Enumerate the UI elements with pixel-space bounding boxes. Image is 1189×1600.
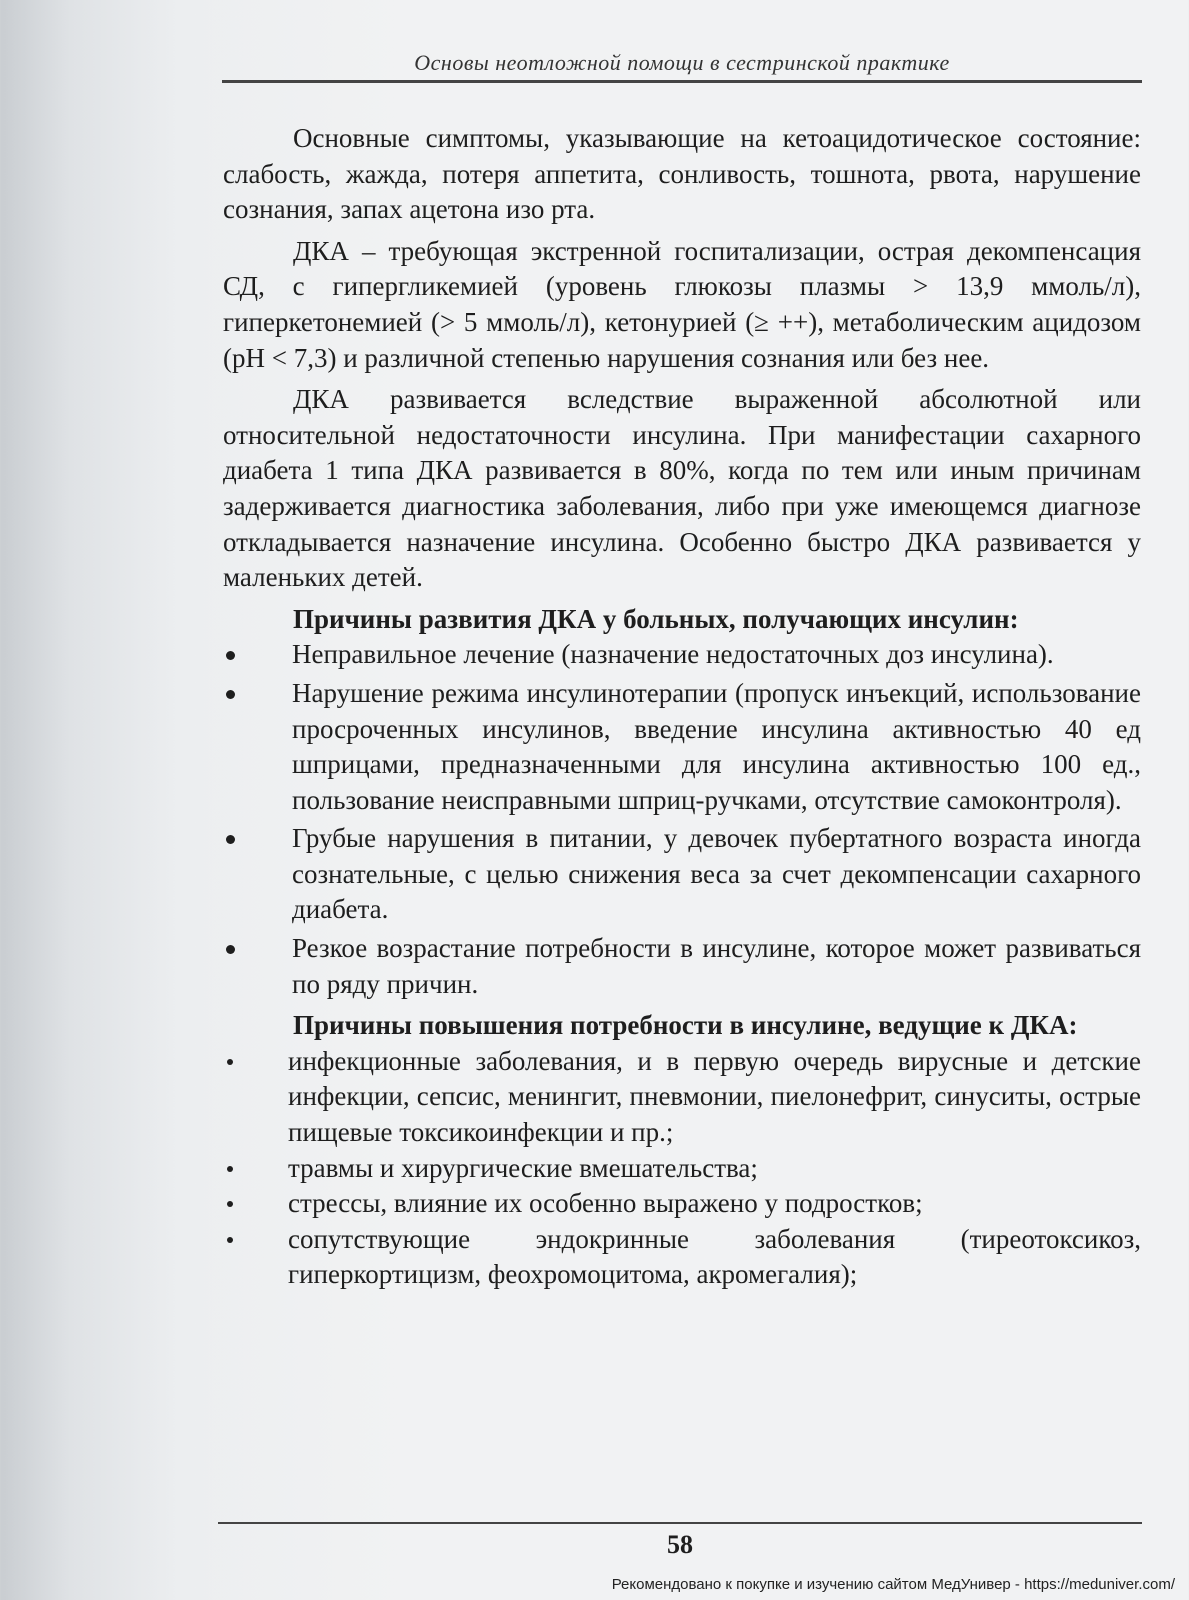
list-item: травмы и хирургические вмешательства; — [288, 1152, 758, 1183]
paragraph-dka-definition: ДКА – требующая экстренной госпитализации, острая декомпенсация СД, с гипергликемией (уровень глюкозы плазмы > 13,9 ммоль/л), гиперкетонемией (> 5 ммоль/л), кетонурией (≥ ++), метаболическим ацидозом (pH < 7,3) и различной степенью нарушения сознания или без нее. — [223, 235, 1141, 373]
insulin-demand-list — [223, 1044, 1141, 1293]
list-item: стрессы, влияние их особенно выражено у подростков; — [288, 1188, 923, 1219]
heading-insulin-demand: Причины повышения потребности в инсулине, ведущие к ДКА: — [293, 1010, 1078, 1041]
list-item: Неправильное лечение (назначение недостаточных доз инсулина). — [292, 639, 1054, 670]
footer-rule — [218, 1522, 1142, 1524]
page-number: 58 — [667, 1530, 693, 1559]
paragraph-symptoms: Основные симптомы, указывающие на кетоацидотическое состояние: слабость, жажда, потеря аппетита, сонливость, тошнота, рвота, нарушение сознания, запах ацетона изо рта. — [223, 123, 1141, 225]
paragraph-dka-development: ДКА развивается вследствие выраженной абсолютной или относительной недостаточности инсулина. При манифестации сахарного диабета 1 типа ДКА развивается в 80%, когда по тем или иным причинам задерживается диагностика заболевания, либо при уже имеющемся диагнозе откладывается назначение инсулина. Особенно быстро ДКА развивается у маленьких детей. — [223, 384, 1141, 593]
causes-list — [223, 637, 1141, 1002]
list-item: Нарушение режима инсулинотерапии (пропуск инъекций, использование просроченных инсулинов, введение инсулина активностью 40 ед шприцами, предназначенными для инсулина активностью 100 ед., пользование неисправными шприц-ручками, отсутствие самоконтроля). — [292, 677, 1141, 815]
running-header: Основы неотложной помощи в сестринской практике — [414, 50, 950, 75]
list-item: Резкое возрастание потребности в инсулине, которое может развиваться по ряду причин. — [292, 933, 1141, 999]
watermark-text: Рекомендовано к покупке и изучению сайтом МедУнивер - https://meduniver.com/ — [611, 1576, 1175, 1593]
body-text — [223, 121, 1141, 1293]
heading-causes-insulin: Причины развития ДКА у больных, получающих инсулин: — [293, 603, 1019, 634]
list-item: сопутствующие эндокринные заболевания (тиреотоксикоз, гиперкортицизм, феохромоцитома, акромегалия); — [288, 1223, 1141, 1290]
list-item: инфекционные заболевания, и в первую очередь вирусные и детские инфекции, сепсис, менингит, пневмонии, пиелонефрит, синуситы, острые пищевые токсикоинфекции и пр.; — [288, 1045, 1141, 1148]
list-item: Грубые нарушения в питании, у девочек пубертатного возраста иногда сознательные, с целью снижения веса за счет декомпенсации сахарного диабета. — [292, 823, 1141, 925]
header-rule — [222, 80, 1142, 83]
